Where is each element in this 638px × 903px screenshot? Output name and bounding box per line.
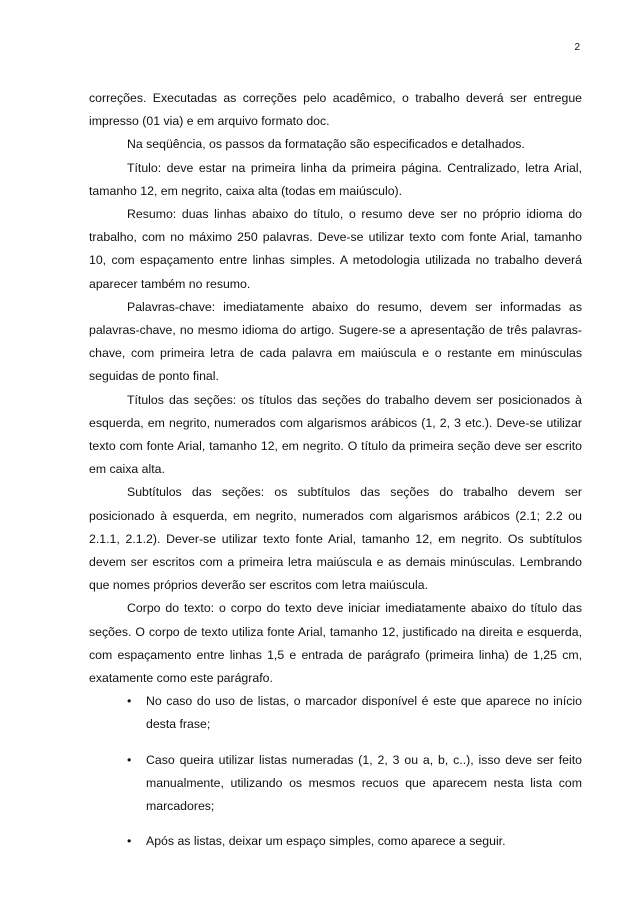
paragraph-keywords-rules: Palavras-chave: imediatamente abaixo do resumo, devem ser informadas as palavras-chave, no mesmo idioma do artigo. Sugere-se a apresentação de três palavras-chave, com primeira letra de cada palavra em maiúscula e o restante em minúsculas seguidas de ponto final. [89,299,582,384]
paragraph-body-text-rules: Corpo do texto: o corpo do texto deve iniciar imediatamente abaixo do título das seções. O corpo de texto utiliza fonte Arial, tamanho 12, justificado na direita e esquerda, com espaçamento entre linhas 1,5 e entrada de parágrafo (primeira linha) de 1,25 cm, exatamente como este parágrafo. [89,601,582,686]
list-item-text: No caso do uso de listas, o marcador disponível é este que aparece no início desta frase; [146,694,582,732]
paragraph-abstract-rules: Resumo: duas linhas abaixo do título, o resumo deve ser no próprio idioma do trabalho, com no máximo 250 palavras. Deve-se utilizar texto com fonte Arial, tamanho 10, com espaçamento entre linhas simples. A metodologia utilizada no trabalho deverá aparecer também no resumo. [89,207,582,291]
bullet-icon: • [127,834,132,849]
paragraph-title-rules: Título: deve estar na primeira linha da primeira página. Centralizado, letra Arial, tamanho 12, em negrito, caixa alta (todas em maiúsculo). [89,160,582,198]
list-item [89,690,582,736]
paragraph-continuation: correções. Executadas as correções pelo acadêmico, o trabalho deverá ser entregue impresso (01 via) e em arquivo formato doc. [89,91,582,129]
bullet-icon: • [127,752,132,767]
page-number: 2 [574,42,580,53]
paragraph-sequence: Na seqüência, os passos da formatação são especificados e detalhados. [127,137,525,152]
document-body [89,87,582,866]
list-item-text: Caso queira utilizar listas numeradas (1, 2, 3 ou a, b, c..), isso deve ser feito manualmente, utilizando os mesmos recuos que aparecem nesta lista com marcadores; [146,752,582,814]
bullet-icon: • [127,694,132,709]
list-item [89,749,582,819]
list-item-text: Após as listas, deixar um espaço simples, como aparece a seguir. [146,834,506,849]
paragraph-section-titles-rules: Títulos das seções: os títulos das seções do trabalho devem ser posicionados à esquerda, em negrito, numerados com algarismos arábicos (1, 2, 3 etc.). Deve-se utilizar texto com fonte Arial, tamanho 12, em negrito. O título da primeira seção deve ser escrito em caixa alta. [89,392,582,477]
bullet-list [89,690,582,853]
paragraph-subtitles-rules: Subtítulos das seções: os subtítulos das seções do trabalho devem ser posicionado à esquerda, em negrito, numerados com algarismos arábicos (2.1; 2.2 ou 2.1.1, 2.1.2). Dever-se utilizar texto fonte Arial, tamanho 12, em negrito. Os subtítulos devem ser escritos com a primeira letra maiúscula e as demais minúsculas. Lembrando que nomes próprios deverão ser escritos com letra maiúscula. [89,485,582,593]
list-item [89,830,582,853]
